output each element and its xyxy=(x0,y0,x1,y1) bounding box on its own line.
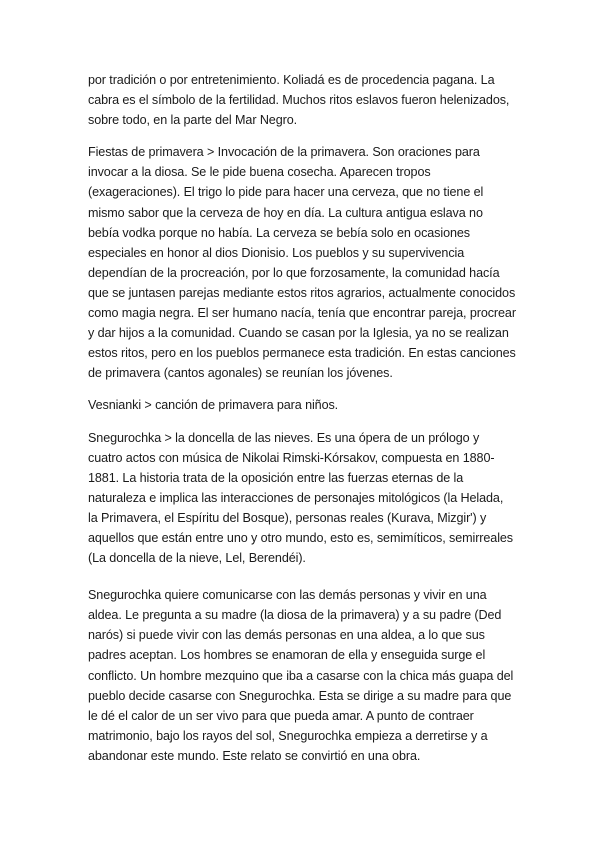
paragraph-term: Fiestas de primavera xyxy=(88,145,204,160)
document-body xyxy=(88,70,516,778)
paragraph-vesnianki xyxy=(88,395,516,415)
paragraph-text: > Invocación de la primavera. Son oraciones para invocar a la diosa. Se le pide buena cosecha. Aparecen tropos (exageraciones). El trigo lo pide para hacer una cerveza, que no tiene el mismo sabor que la cerveza de hoy en día. La cultura antigua eslava no bebía vodka porque no había. La cerveza se bebía solo en ocasiones especiales en honor al dios Dionisio. Los pueblos y su supervivencia dependían de la procreación, por lo que forzosamente, la comunidad hacía que se juntasen parejas mediante estos ritos agrarios, actualmente conocidos como magia negra. El ser humano nacía, tenía que encontrar pareja, procrear y dar hijos a la comunidad. Cuando se casan por la Iglesia, ya no se realizan estos ritos, pero en los pueblos permanece esta tradición. En estas canciones de primavera (cantos agonales) se reunían los jóvenes. xyxy=(88,145,516,381)
paragraph-koliada xyxy=(88,70,516,130)
paragraph-text: Snegurochka quiere comunicarse con las demás personas y vivir en una aldea. Le pregunta a su madre (la diosa de la primavera) y a su padre (Ded narós) si puede vivir con las demás personas en una aldea, a lo que sus padres aceptan. Los hombres se enamoran de ella y enseguida surge el conflicto. Un hombre mezquino que iba a casarse con la chica más guapa del pueblo decide casarse con Snegurochka. Esta se dirige a su madre para que le dé el calor de un ser vivo para que pueda amar. A punto de contraer matrimonio, bajo los rayos del sol, Snegurochka empieza a derretirse y a abandonar este mundo. Este relato se convirtió en una obra. xyxy=(88,588,514,763)
paragraph-text: > canción de primavera para niños. xyxy=(141,398,339,413)
paragraph-snegurochka-story xyxy=(88,585,516,766)
paragraph-term: Snegurochka xyxy=(88,430,162,445)
paragraph-snegurochka xyxy=(88,428,516,569)
paragraph-term: Vesnianki xyxy=(88,398,142,413)
paragraph-fiestas-de-primavera xyxy=(88,142,516,383)
paragraph-text: por tradición o por entretenimiento. Koliadá es de procedencia pagana. La cabra es el símbolo de la fertilidad. Muchos ritos eslavos fueron helenizados, sobre todo, en la parte del Mar Negro. xyxy=(88,73,510,128)
paragraph-text: > la doncella de las nieves. Es una ópera de un prólogo y cuatro actos con música de Nikolai Rimski-Kórsakov, compuesta en 1880-1881. La historia trata de la oposición entre las fuerzas eternas de la naturaleza e implica las interacciones de personajes mitológicos (la Helada, la Primavera, el Espíritu del Bosque), personas reales (Kurava, Mizgir') y aquellos que están entre uno y otro mundo, esto es, semimíticos, semirreales (La doncella de la nieve, Lel, Berendéi). xyxy=(88,430,514,566)
